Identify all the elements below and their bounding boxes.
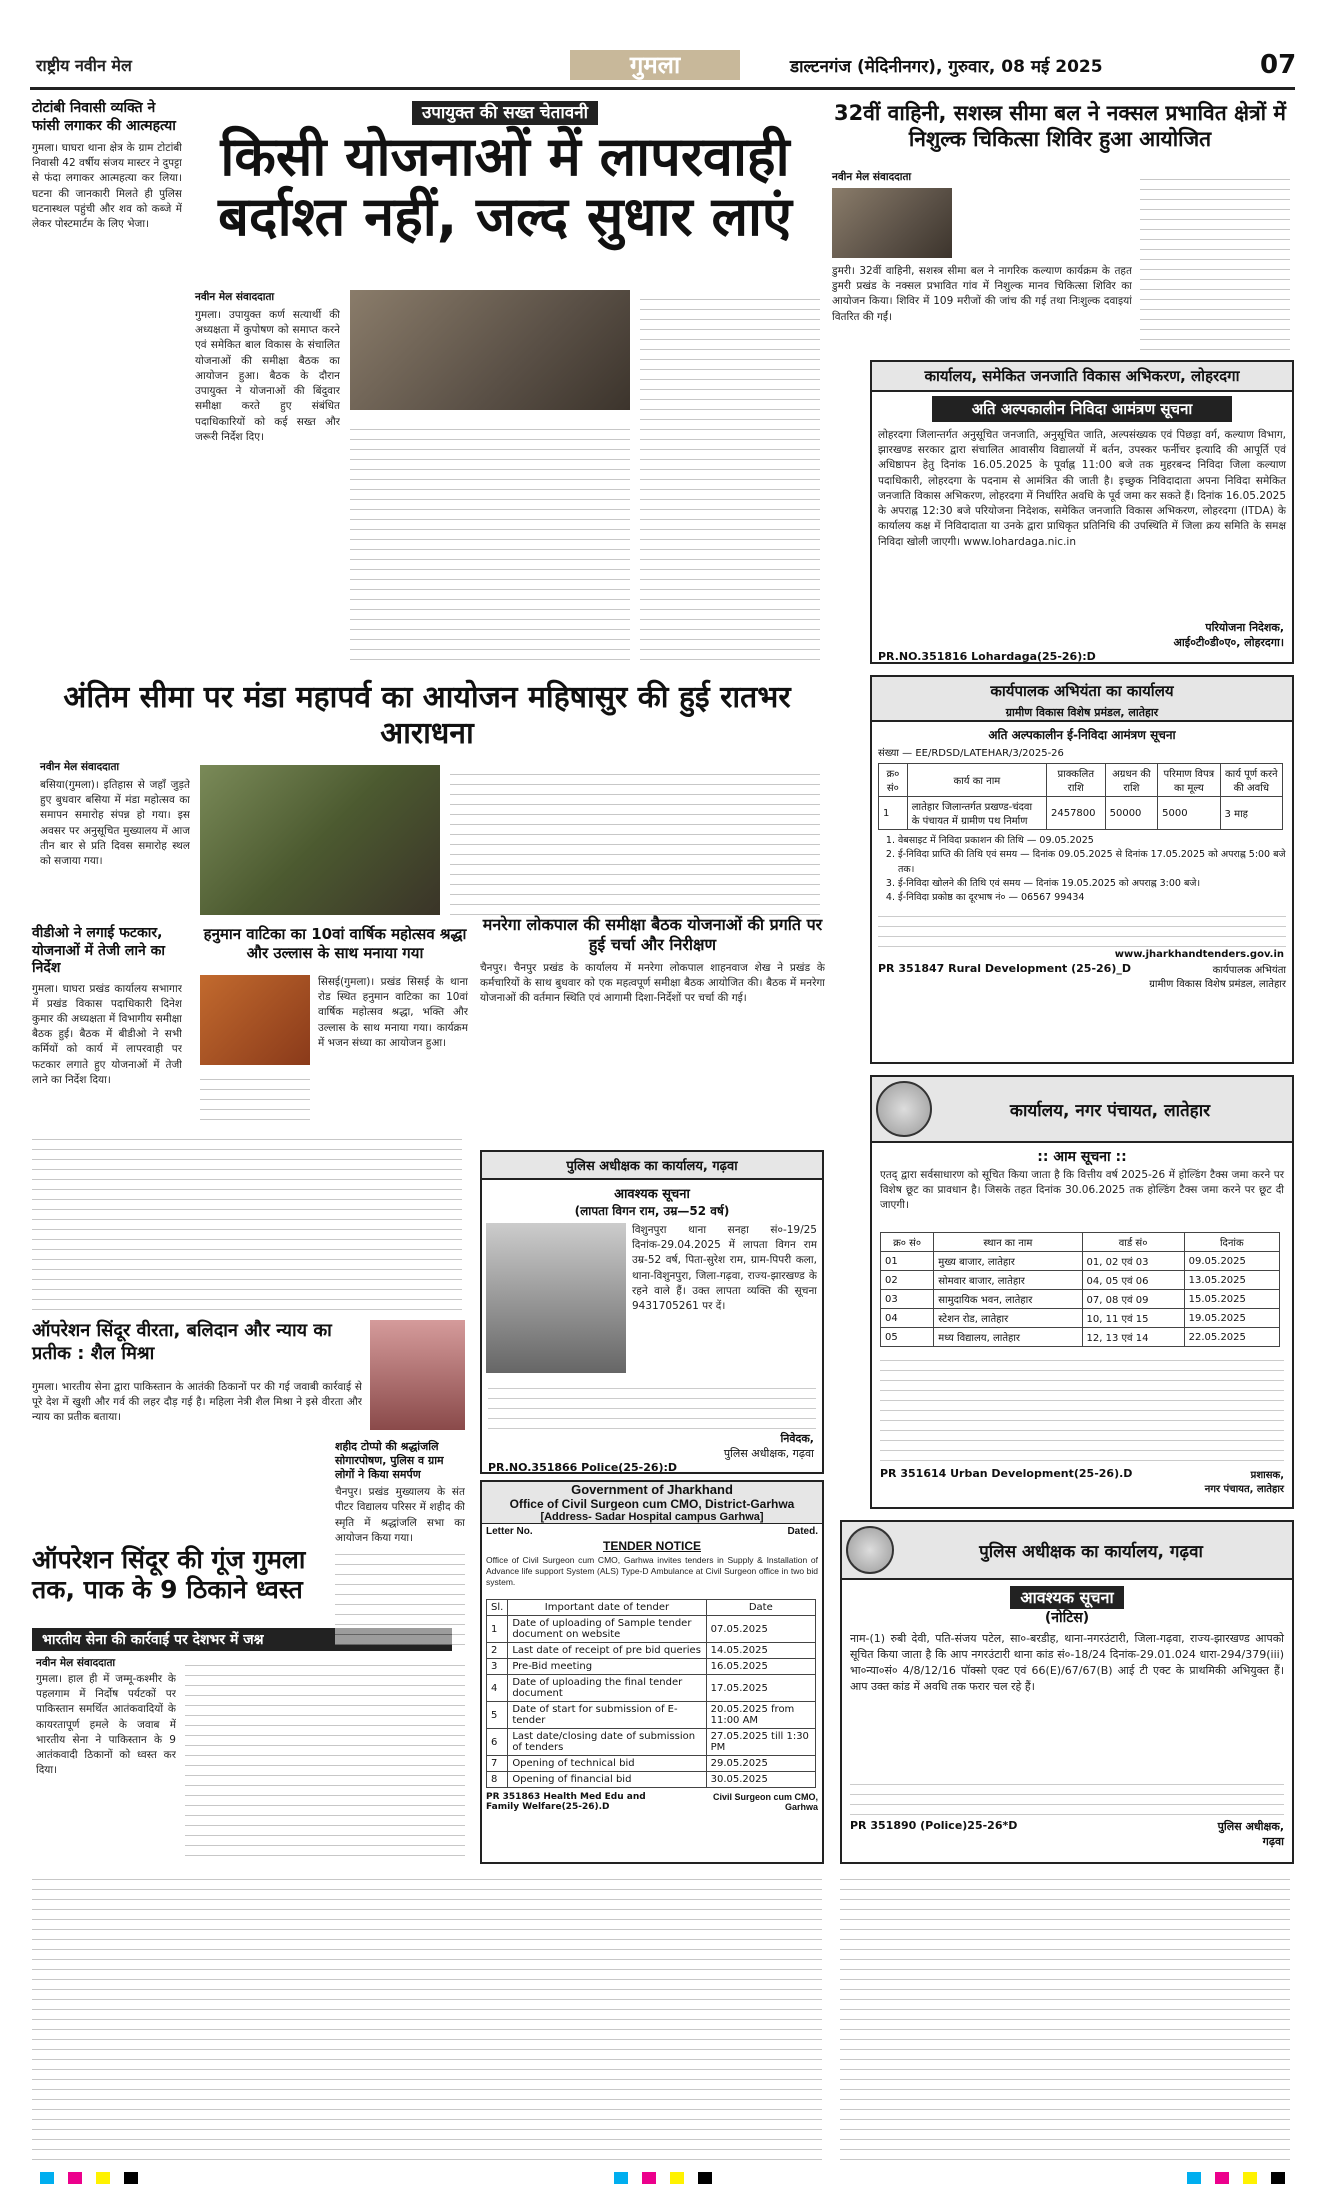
lead-story — [190, 100, 820, 248]
notice-rural-development — [870, 675, 1294, 1064]
notice-body: एतद् द्वारा सर्वसाधारण को सूचित किया जाता है कि वित्तीय वर्ष 2025-26 में होल्डिंग टैक्स जमा करने पर विशेष छूट का प्रावधान है। जिसके तहत दिनांक 30.06.2025 तक होल्डिंग टैक्स जमा करने पर छूट दी जाएगी। — [880, 1169, 1284, 1212]
notice-office: पुलिस अधीक्षक का कार्यालय, गढ़वा — [979, 1541, 1203, 1562]
masthead-rule — [30, 87, 1295, 90]
tender-table-cell: Last date of receipt of pre bid queries — [508, 1643, 706, 1659]
camp-table-cell: 01, 02 एवं 03 — [1082, 1252, 1184, 1271]
tender-table-cell: 2 — [487, 1643, 508, 1659]
section-label: गुमला — [570, 50, 740, 80]
camp-table-header: वार्ड सं० — [1082, 1233, 1184, 1252]
notice-label: आवश्यक सूचना — [614, 1187, 690, 1202]
camp-table-cell: 22.05.2025 — [1184, 1328, 1279, 1347]
story-body: चैनपुर। चैनपुर प्रखंड के कार्यालय में मनरेगा लोकपाल शाहनवाज शेख ने प्रखंड के कर्मचारियों के साथ बुधवार को एक महत्वपूर्ण समीक्षा बैठक आयोजित की। बैठक में मनरेगा योजनाओं की वर्तमान स्थिति एवं आगामी दिशा-निर्देशों पर चर्चा की गई। — [480, 962, 825, 1005]
tender-table-header: Date — [706, 1600, 815, 1616]
rd-table-header: कार्य पूर्ण करने की अवधि — [1220, 764, 1282, 797]
notice-office: कार्यपालक अभियंता का कार्यालय — [872, 677, 1292, 705]
camp-table — [880, 1232, 1280, 1347]
tender-table-cell: 7 — [487, 1756, 508, 1772]
story-suicide — [32, 100, 182, 651]
rd-table-cell: लातेहार जिलान्तर्गत प्रखण्ड-चंदवा के पंचायत में ग्रामीण पथ निर्माण — [907, 797, 1046, 830]
notice-pr: PR.NO.351866 Police(25-26):D — [488, 1461, 678, 1474]
rd-table-cell: 5000 — [1158, 797, 1220, 830]
notice-tender — [480, 1480, 824, 1864]
notice-ref: संख्या — EE/RDSD/LATEHAR/3/2025-26 — [878, 748, 1064, 759]
notice-intro: Office of Civil Surgeon cum CMO, Garhwa invites tenders in Supply & Installation of Advance life support System (ALS) Type-D Ambulance at Civil Surgeon office in two bid system. — [486, 1555, 818, 1588]
notice-office: कार्यालय, नगर पंचायत, लातेहार — [1009, 1100, 1211, 1121]
tender-table-cell: 29.05.2025 — [706, 1756, 815, 1772]
tender-table-cell: 3 — [487, 1659, 508, 1675]
camp-table-cell: 19.05.2025 — [1184, 1309, 1279, 1328]
story-title: शहीद टोप्पो की श्रद्धांजलि सोगारपोषण, पुलिस व ग्राम लोगों ने किया समर्पण — [335, 1440, 444, 1481]
lead-body-continued-2 — [640, 290, 820, 665]
notice-item: 2. ई-निविदा प्राप्ति की तिथि एवं समय — दिनांक 09.05.2025 से दिनांक 17.05.2025 को अपराह्न 5:00 बजे तक। — [898, 848, 1292, 877]
story-body: गुमला। घाघरा प्रखंड कार्यालय सभागार में प्रखंड विकास पदाधिकारी दिनेश कुमार की अध्यक्षता में विभागीय समीक्षा बैठक हुई। बैठक में बीडीओ ने सभी कर्मियों को कार्य में लापरवाही पर फटकार लगाते हुए योजनाओं में तेजी लाने का निर्देश दिया। — [32, 982, 182, 1086]
tender-table-cell: 17.05.2025 — [706, 1675, 815, 1702]
camp-table-row — [881, 1271, 1280, 1290]
notice-items — [872, 834, 1292, 905]
notice-address: [Address- Sadar Hospital campus Garhwa] — [482, 1511, 822, 1524]
shahid-body-continued — [335, 1545, 465, 1645]
tender-table-cell: Pre-Bid meeting — [508, 1659, 706, 1675]
tender-table-cell: Opening of financial bid — [508, 1772, 706, 1788]
camp-table-cell: 07, 08 एवं 09 — [1082, 1290, 1184, 1309]
notice-govt: Government of Jharkhand — [482, 1482, 822, 1497]
notice-sub: ग्रामीण विकास विशेष प्रमंडल, लातेहार — [872, 705, 1292, 722]
notice-label: अति अल्पकालीन निविदा आमंत्रण सूचना — [932, 396, 1232, 422]
mela-body-continued — [450, 765, 820, 915]
tender-table-row — [487, 1675, 816, 1702]
rd-table-header: अग्रधन की राशि — [1105, 764, 1158, 797]
story-mela — [32, 680, 822, 752]
lead-body: गुमला। उपायुक्त कर्ण सत्यार्थी की अध्यक्षता में कुपोषण को समाप्त करने एवं समेकित बाल विकास के संचालित योजनाओं की समीक्षा बैठक का आयोजन हुआ। बैठक के दौरान उपायुक्त ने योजनाओं की बिंदुवार समीक्षा करते हुए संबंधित पदाधिकारियों को कई सख्त और जरूरी निर्देश दिए। — [195, 309, 340, 443]
notice-body-continued — [880, 1351, 1284, 1461]
notice-body: विशुनपुरा थाना सनहा सं०-19/25 दिनांक-29.04.2025 में लापता विगन राम उम्र-52 वर्ष, पिता-सुरेश राम, ग्राम-पिपरी कला, थाना-विशुनपुरा, जिला-गढ़वा, राज्य-झारखण्ड के रहने वाले हैं। उक्त लापता व्यक्ति की सूचना 9431705261 पर दें। — [632, 1224, 817, 1313]
rd-table-header: कार्य का नाम — [907, 764, 1046, 797]
tender-table-row — [487, 1729, 816, 1756]
rd-table-header: प्राक्कलित राशि — [1046, 764, 1105, 797]
notice-body-continued — [488, 1379, 816, 1429]
missing-person-photo — [486, 1223, 626, 1373]
notice-pr: PR 351863 Health Med Edu and Family Welfare(25-26).D — [486, 1792, 646, 1812]
tender-table-row — [487, 1756, 816, 1772]
tender-table-cell: 14.05.2025 — [706, 1643, 815, 1659]
notice-signer: निवेदक, — [780, 1432, 814, 1445]
tender-table-cell: Opening of technical bid — [508, 1756, 706, 1772]
camp-table-cell: सामुदायिक भवन, लातेहार — [934, 1290, 1082, 1309]
notice-label: TENDER NOTICE — [602, 1539, 701, 1553]
notice-sub: (नोटिस) — [1044, 1610, 1090, 1626]
hanuman-body-continued — [200, 1070, 310, 1125]
page-number: 07 — [1260, 50, 1297, 80]
camp-table-cell: 04 — [881, 1309, 934, 1328]
story-mnrega — [480, 915, 825, 1086]
notice-office: पुलिस अधीक्षक का कार्यालय, गढ़वा — [482, 1152, 822, 1180]
camp-table-header: क्र० सं० — [881, 1233, 934, 1252]
story-sindoor-2 — [32, 1545, 332, 1605]
ssb-body-continued — [1140, 170, 1290, 350]
bottom-columns — [32, 1870, 822, 2160]
camp-table-cell: 03 — [881, 1290, 934, 1309]
camp-table-cell: सोमवार बाजार, लातेहार — [934, 1271, 1082, 1290]
tender-table-cell: 16.05.2025 — [706, 1659, 815, 1675]
tender-table-cell: Date of start for submission of E-tender — [508, 1702, 706, 1729]
story-hanuman — [200, 925, 470, 963]
dated: Dated. — [787, 1526, 818, 1537]
story-title: हनुमान वाटिका का 10वां वार्षिक महोत्सव श्रद्धा और उल्लास के साथ मनाया गया — [203, 925, 467, 962]
tender-table-header: Important date of tender — [508, 1600, 706, 1616]
notice-signer2: आई०टी०डी०ए०, लोहरदगा। — [1173, 636, 1284, 649]
ssb-photo — [832, 188, 952, 258]
ssb-body: डुमरी। 32वीं वाहिनी, सशस्त्र सीमा बल ने नागरिक कल्याण कार्यक्रम के तहत डुमरी प्रखंड के नक्सल प्रभावित गांव में निशुल्क मानव चिकित्सा शिविर का आयोजन किया। शिविर में 109 मरीजों की जांच की गई तथा निःशुल्क दवाइयां वितरित की गईं। — [832, 265, 1132, 323]
story-sindoor — [32, 1320, 362, 1365]
tender-table-header: Sl. — [487, 1600, 508, 1616]
sindoor2-body-continued — [185, 1656, 465, 1856]
dateline: डाल्टनगंज (मेदिनीनगर), गुरुवार, 08 मई 2025 — [790, 57, 1103, 77]
camp-table-cell: 09.05.2025 — [1184, 1252, 1279, 1271]
camp-table-cell: 12, 13 एवं 14 — [1082, 1328, 1184, 1347]
tender-table-cell: 5 — [487, 1702, 508, 1729]
rd-table-header: क्र० सं० — [879, 764, 908, 797]
tender-table-cell: Date of uploading the final tender document — [508, 1675, 706, 1702]
notice-itda — [870, 360, 1294, 664]
notice-item: 3. ई-निविदा खोलने की तिथि एवं समय — दिनांक 19.05.2025 को अपराह्न 3:00 बजे। — [898, 877, 1292, 891]
tender-table-cell: 4 — [487, 1675, 508, 1702]
camp-table-row — [881, 1328, 1280, 1347]
column-filler — [32, 1130, 462, 1310]
notice-item: 4. ई-निविदा प्रकोष्ठ का दूरभाष नं० — 06567 99434 — [898, 891, 1292, 905]
notice-body: लोहरदगा जिलान्तर्गत अनुसूचित जनजाति, अनुसूचित जाति, अल्पसंख्यक एवं पिछड़ा वर्ग, कल्याण विभाग, झारखण्ड सरकार द्वारा संचालित आवासीय विद्यालयों में बर्तन, उपस्कर फर्नीचर इत्यादि की आपूर्ति एवं अधिष्ठापन हेतु दिनांक 16.05.2025 के पूर्वाह्न 11:00 बजे तक मुहरबन्द निविदा जिला कल्याण पदाधिकारी, लोहरदगा के पदनाम से आमंत्रित की जाती है। इच्छुक निविदादाता अपना निविदा समेकित जनजाति विकास अभिकरण, लोहरदगा में निर्धारित अवधि के पूर्व जमा कर सकते हैं। दिनांक 16.05.2025 के अपराह्न 12:30 बजे परियोजना निदेशक, समेकित जनजाति विकास अभिकरण, लोहरदगा (ITDA) के कार्यालय कक्ष में निविदादाता या उनके द्वारा प्राधिकृत प्रतिनिधि की उपस्थिति में जिला क्रय समिति के समक्ष निविदा खोली जाएगी। www.lohardaga.nic.in — [878, 429, 1286, 548]
notice-pr: PR.NO.351816 Lohardaga(25-26):D — [878, 650, 1096, 663]
camp-table-cell: 05 — [881, 1328, 934, 1347]
notice-office: कार्यालय, समेकित जनजाति विकास अभिकरण, लोहरदगा — [872, 362, 1292, 392]
notice-label: :: आम सूचना :: — [1037, 1149, 1127, 1165]
mela-body: बसिया(गुमला)। इतिहास से जहाँ जुड़ते हुए बुधवार बसिया में मंडा महोत्सव का समापन समारोह संपन्न हो गया। इस अवसर पर अनुसूचित मुख्यालय में आज तीन बार से प्रति दिवस समारोह स्थल को सजाया गया। — [40, 779, 190, 868]
notice-body-continued — [850, 1775, 1284, 1815]
tender-table-cell: 20.05.2025 from 11:00 AM — [706, 1702, 815, 1729]
notice-signer: परियोजना निदेशक, — [1205, 621, 1284, 634]
hanuman-body: सिसई(गुमला)। प्रखंड सिसई के थाना रोड स्थित हनुमान वाटिका का 10वां वार्षिक महोत्सव श्रद्धा, भक्ति और उल्लास के साथ मनाया गया। कार्यक्रम में भजन संध्या का आयोजन हुआ। — [318, 976, 468, 1049]
story-body: चैनपुर। प्रखंड मुख्यालय के संत पीटर विद्यालय परिसर में शहीद की स्मृति में श्रद्धांजलि सभा का आयोजन किया गया। — [335, 1486, 465, 1544]
camp-table-header: दिनांक — [1184, 1233, 1279, 1252]
notice-signer: Civil Surgeon cum CMO, Garhwa — [712, 1792, 818, 1812]
notice-body-continued — [878, 907, 1286, 947]
rd-table-cell: 2457800 — [1046, 797, 1105, 830]
tender-table-cell: Last date/closing date of submission of tenders — [508, 1729, 706, 1756]
camp-table-cell: मुख्य बाजार, लातेहार — [934, 1252, 1082, 1271]
tender-table-cell: 6 — [487, 1729, 508, 1756]
camp-table-cell: 10, 11 एवं 15 — [1082, 1309, 1184, 1328]
tender-table-row — [487, 1616, 816, 1643]
lead-photo — [350, 290, 630, 410]
camp-table-row — [881, 1252, 1280, 1271]
rd-table-cell: 50000 — [1105, 797, 1158, 830]
notice-police-garhwa — [840, 1520, 1294, 1864]
rd-table-cell: 3 माह — [1220, 797, 1282, 830]
tender-table-cell: 27.05.2025 till 1:30 PM — [706, 1729, 815, 1756]
camp-table-row — [881, 1290, 1280, 1309]
tender-table-row — [487, 1659, 816, 1675]
tender-table-cell: 1 — [487, 1616, 508, 1643]
police-emblem-icon — [846, 1526, 894, 1574]
notice-pr: PR 351847 Rural Development (25-26)_D — [878, 962, 1131, 976]
notice-label: आवश्यक सूचना — [1010, 1586, 1123, 1609]
notice-item: 1. वेबसाइट में निविदा प्रकाशन की तिथि — 09.05.2025 — [898, 834, 1292, 848]
hanuman-photo — [200, 975, 310, 1065]
notice-body: नाम-(1) रुबी देवी, पति-संजय पटेल, सा०-बरडीह, थाना-नगरउंटारी, जिला-गढ़वा, राज्य-झारखण्ड आपको सूचित किया जाता है कि आप नगरउंटारी थाना कांड सं०-18/24 दिनांक-29.01.024 धारा-294/379(iii) भा०न्या०सं० 4/8/12/16 पॉक्सो एक्ट एवं 66(E)/67/67(B) आई टी एक्ट के प्राथमिकी अभियुक्त हैं। आप उक्त कांड में अवधि तक फरार चल रहे हैं। — [850, 1632, 1284, 1693]
story-ssb — [830, 100, 1290, 153]
sindoor-photo — [370, 1320, 465, 1430]
camp-table-cell: 15.05.2025 — [1184, 1290, 1279, 1309]
lead-kicker: उपायुक्त की सख्त चेतावनी — [412, 101, 598, 125]
camp-table-header: स्थान का नाम — [934, 1233, 1082, 1252]
newspaper-name: राष्ट्रीय नवीन मेल — [36, 56, 132, 75]
camp-table-cell: 01 — [881, 1252, 934, 1271]
letter-no: Letter No. — [486, 1526, 533, 1537]
notice-signer2: गढ़वा — [1262, 1835, 1284, 1848]
tender-table-cell: 8 — [487, 1772, 508, 1788]
tender-table-row — [487, 1643, 816, 1659]
story-title: ऑपरेशन सिंदूर की गूंज गुमला तक, पाक के 9 ठिकाने ध्वस्त — [32, 1545, 306, 1604]
notice-missing — [480, 1150, 824, 1474]
notice-signer: पुलिस अधीक्षक, — [1217, 1820, 1284, 1833]
story-body: गुमला। घाघरा थाना क्षेत्र के ग्राम टोटांबी निवासी 42 वर्षीय संजय मास्टर ने दुपट्टा से फंदा लगाकर आत्महत्या कर लिया। घटना की जानकारी मिलते ही पुलिस घटनास्थल पहुंची और शव को कब्जे में लेकर पोस्टमार्टम के लिए भेजा। — [32, 142, 182, 231]
notice-pr: PR 351614 Urban Development(25-26).D — [880, 1467, 1133, 1480]
sindoor2-body: गुमला। हाल ही में जम्मू-कश्मीर के पहलगाम में निर्दोष पर्यटकों पर पाकिस्तान समर्थित आतंकवादियों के कायरतापूर्ण हमले के जवाब में भारतीय सेना ने पाकिस्तान के 9 आतंकवादी ठिकानों को ध्वस्त कर दिया। — [36, 1673, 176, 1777]
story-title: अंतिम सीमा पर मंडा महापर्व का आयोजन महिषासुर की हुई रातभर आराधना — [63, 680, 791, 751]
print-registration-bar — [40, 2172, 1285, 2184]
tender-table-cell: 07.05.2025 — [706, 1616, 815, 1643]
sindoor2-byline: नवीन मेल संवाददाता — [36, 1657, 116, 1669]
camp-table-row — [881, 1309, 1280, 1328]
mela-byline: नवीन मेल संवाददाता — [40, 761, 120, 773]
notice-label: अति अल्पकालीन ई-निविदा आमंत्रण सूचना — [988, 728, 1176, 742]
camp-table-cell: स्टेशन रोड, लातेहार — [934, 1309, 1082, 1328]
ssb-byline: नवीन मेल संवाददाता — [832, 171, 912, 183]
rd-table-header: परिमाण विपत्र का मूल्य — [1158, 764, 1220, 797]
tender-table-cell: Date of uploading of Sample tender document on website — [508, 1616, 706, 1643]
sindoor-body: गुमला। भारतीय सेना द्वारा पाकिस्तान के आतंकी ठिकानों पर की गई जवाबी कार्रवाई से पूरे देश में खुशी और गर्व की लहर दौड़ गई है। महिला नेत्री शैल मिश्रा ने इसे वीरता और न्याय का प्रतीक बताया। — [32, 1381, 362, 1424]
rd-table-cell: 1 — [879, 797, 908, 830]
tender-table-row — [487, 1772, 816, 1788]
tender-table-row — [487, 1702, 816, 1729]
notice-pr: PR 351890 (Police)25-26*D — [850, 1819, 1018, 1832]
notice-office: Office of Civil Surgeon cum CMO, District-Garhwa — [482, 1497, 822, 1511]
tender-table — [486, 1599, 816, 1788]
notice-sub: (लापता विगन राम, उम्र—52 वर्ष) — [574, 1204, 730, 1218]
notice-signer: कार्यपालक अभियंता — [1212, 965, 1286, 977]
bottom-columns-right — [840, 1870, 1290, 2160]
story-title: टोटांबी निवासी व्यक्ति ने फांसी लगाकर की आत्महत्या — [32, 100, 176, 134]
rd-table-row — [879, 797, 1283, 830]
notice-nagar-panchayat — [870, 1075, 1294, 1509]
story-title: वीडीओ ने लगाई फटकार, योजनाओं में तेजी लाने का निर्देश — [32, 925, 165, 976]
story-title: ऑपरेशन सिंदूर वीरता, बलिदान और न्याय का प्रतीक : शैल मिश्रा — [32, 1320, 332, 1364]
story-title: मनरेगा लोकपाल की समीक्षा बैठक योजनाओं की प्रगति पर हुई चर्चा और निरीक्षण — [482, 915, 823, 954]
notice-signer: प्रशासक, — [1250, 1470, 1284, 1481]
notice-signer2: पुलिस अधीक्षक, गढ़वा — [723, 1447, 814, 1460]
camp-table-cell: मध्य विद्यालय, लातेहार — [934, 1328, 1082, 1347]
emblem-icon — [876, 1081, 932, 1137]
lead-byline: नवीन मेल संवाददाता — [195, 291, 275, 303]
lead-headline: किसी योजनाओं में लापरवाही बर्दाश्त नहीं, जल्द सुधार लाएं — [218, 125, 792, 249]
camp-table-cell: 02 — [881, 1271, 934, 1290]
tender-table — [878, 763, 1283, 830]
sindoor2-kicker: भारतीय सेना की कार्रवाई पर देशभर में जश्न — [32, 1628, 452, 1651]
story-title: 32वीं वाहिनी, सशस्त्र सीमा बल ने नक्सल प्रभावित क्षेत्रों में निशुल्क चिकित्सा शिविर हुआ आयोजित — [834, 101, 1286, 152]
notice-signer2: नगर पंचायत, लातेहार — [1204, 1484, 1284, 1495]
notice-site[interactable]: www.jharkhandtenders.gov.in — [1114, 949, 1284, 961]
notice-signer2: ग्रामीण विकास विशेष प्रमंडल, लातेहार — [1149, 979, 1286, 991]
lead-body-continued — [350, 420, 630, 665]
mela-photo — [200, 765, 440, 915]
camp-table-cell: 13.05.2025 — [1184, 1271, 1279, 1290]
tender-table-cell: 30.05.2025 — [706, 1772, 815, 1788]
camp-table-cell: 04, 05 एवं 06 — [1082, 1271, 1184, 1290]
